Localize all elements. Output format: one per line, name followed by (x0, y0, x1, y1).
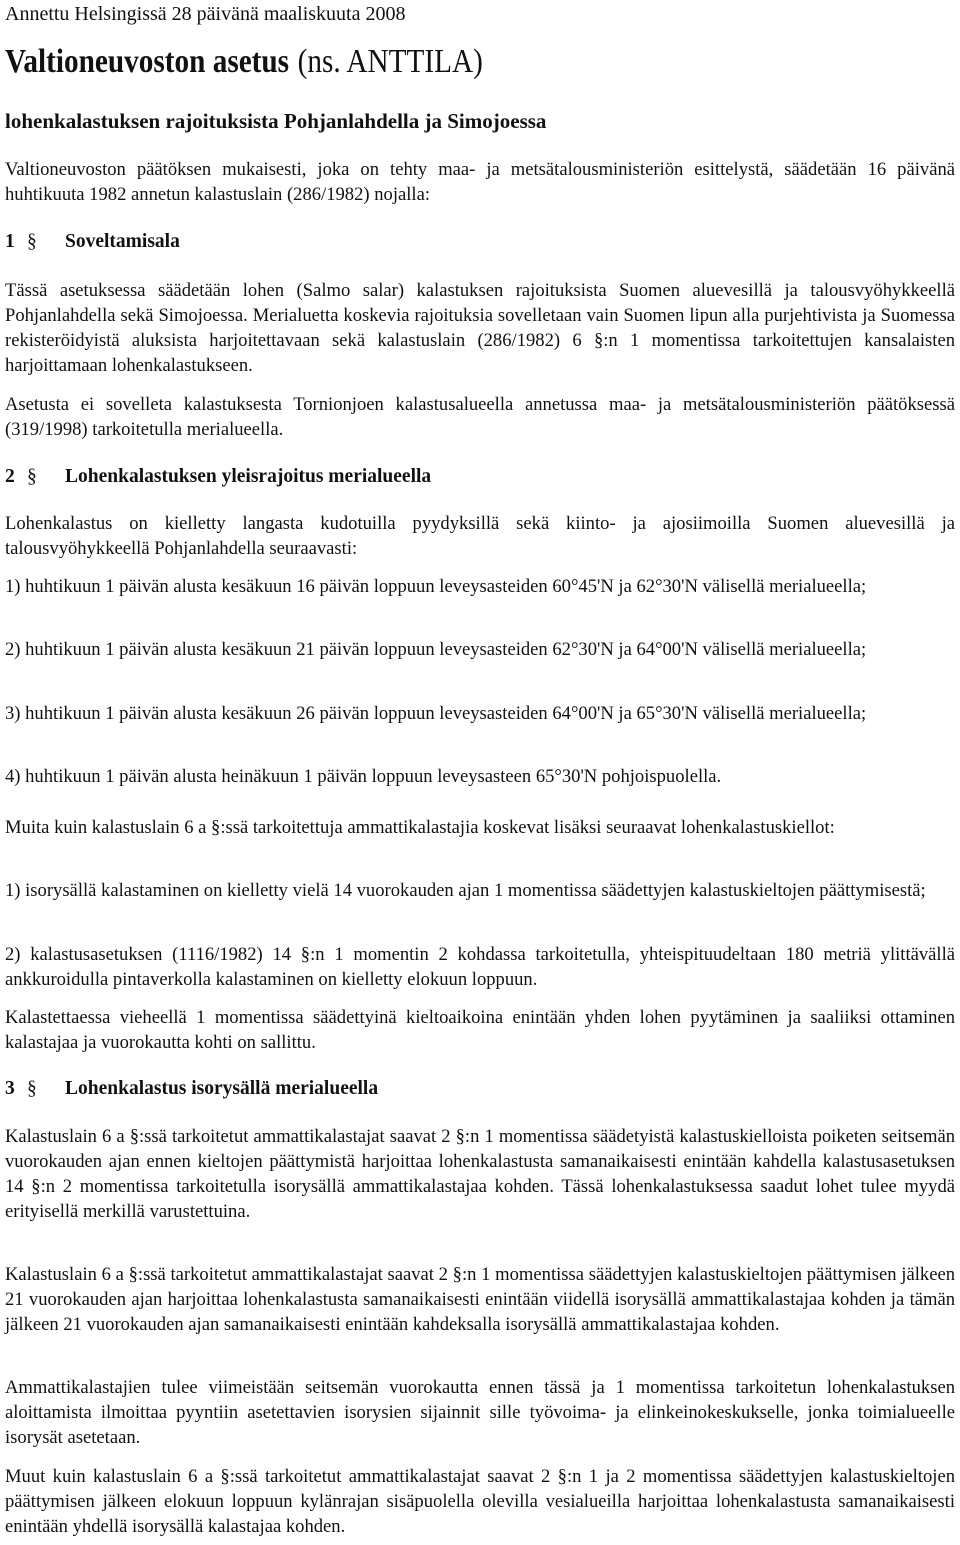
paragraph: Lohenkalastus on kielletty langasta kudotuilla pyydyksillä sekä kiinto- ja ajosiimoilla Suomen aluevesillä ja talousvyöhykkeellä Pohjanlahdella seuraavasti: (5, 513, 955, 559)
date-line: Annettu Helsingissä 28 päivänä maaliskuuta 2008 (5, 3, 406, 25)
section-symbol: § (27, 466, 37, 487)
list-item: 2) huhtikuun 1 päivän alusta kesäkuun 21 päivän loppuun leveysasteiden 62°30'N ja 64°00'N välisellä merialueella; (5, 639, 867, 660)
list-item: 1) huhtikuun 1 päivän alusta kesäkuun 16 päivän loppuun leveysasteiden 60°45'N ja 62°30'N välisellä merialueella; (5, 576, 867, 597)
list-item: 3) huhtikuun 1 päivän alusta kesäkuun 26 päivän loppuun leveysasteiden 64°00'N ja 65°30'N välisellä merialueella; (5, 703, 867, 724)
section-number: 2 (5, 466, 15, 487)
list-item: 2) kalastusasetuksen (1116/1982) 14 §:n 1 momentin 2 kohdassa tarkoitetulla, yhteispituudeltaan 180 metriä ylittävällä ankkuroidulla pintaverkolla kalastaminen on kielletty elokuun loppuun. (5, 944, 955, 990)
paragraph: Ammattikalastajien tulee viimeistään seitsemän vuorokautta ennen tässä ja 1 momentissa tarkoitetun lohenkalastuksen aloittamista ilmoittaa pyyntiin asetettavien isorysien sijainnit sille työvoima- ja elinkeinokeskukselle, jonka toimialueelle isorysät asetetaan. (5, 1377, 955, 1448)
paragraph: Muita kuin kalastuslain 6 a §:ssä tarkoitettuja ammattikalastajia koskevat lisäksi seuraavat lohenkalastuskiellot: (5, 817, 835, 838)
section-number: 3 (5, 1078, 15, 1099)
paragraph: Kalastuslain 6 a §:ssä tarkoitetut ammattikalastajat saavat 2 §:n 1 momentissa säädettyjen kalastuskieltojen päättymisen jälkeen 21 vuorokauden ajan harjoittaa lohenkalastusta samanaikaisesti enintään viidellä isorysällä ammattikalastajaa kohden ja tämän jälkeen 21 vuorokauden ajan samanaikaisesti enintään kahdeksalla isorysällä ammattikalastajaa kohden. (5, 1264, 955, 1335)
list-item: 4) huhtikuun 1 päivän alusta heinäkuun 1 päivän loppuun leveysasteen 65°30'N pohjoispuolella. (5, 766, 722, 787)
title-note: (ns. ANTTILA) (297, 43, 483, 80)
paragraph: Muut kuin kalastuslain 6 a §:ssä tarkoitetut ammattikalastajat saavat 2 §:n 1 ja 2 momentissa säädettyjen kalastuskieltojen päättymisen jälkeen elokuun loppuun kylänrajan sisäpuolella olevilla vesialueilla harjoittaa lohenkalastusta samanaikaisesti enintään yhdellä isorysällä kalastajaa kohden. (5, 1466, 955, 1537)
document-subtitle: lohenkalastuksen rajoituksista Pohjanlahdella ja Simojoessa (5, 109, 547, 133)
document-title (5, 42, 822, 82)
section-title: Soveltamisala (65, 231, 180, 252)
section-symbol: § (27, 1078, 37, 1099)
preamble: Valtioneuvoston päätöksen mukaisesti, joka on tehty maa- ja metsätalousministeriön esittelystä, säädetään 16 päivänä huhtikuuta 1982 annetun kalastuslain (286/1982) nojalla: (5, 159, 955, 205)
section-title: Lohenkalastus isorysällä merialueella (65, 1078, 379, 1099)
paragraph: Asetusta ei sovelleta kalastuksesta Tornionjoen kalastusalueella annetussa maa- ja metsätalousministeriön päätöksessä (319/1998) tarkoitetulla merialueella. (5, 394, 955, 440)
paragraph: Kalastettaessa vieheellä 1 momentissa säädettyinä kieltoaikoina enintään yhden lohen pyytäminen ja saaliiksi ottaminen kalastajaa ja vuorokautta kohti on sallittu. (5, 1007, 955, 1053)
section-title: Lohenkalastuksen yleisrajoitus merialueella (65, 466, 432, 487)
paragraph: Kalastuslain 6 a §:ssä tarkoitetut ammattikalastajat saavat 2 §:n 1 momentissa säädetyistä kalastuskielloista poiketen seitsemän vuorokauden ajan ennen kieltojen päättymistä harjoittaa lohenkalastusta samanaikaisesti enintään kahdella kalastusasetuksen 14 §:n 2 momentissa tarkoitetulla isorysällä ammattikalastajaa kohden. Tässä lohenkalastuksessa saadut lohet tulee myydä erityisellä merkillä varustettuina. (5, 1126, 955, 1222)
section-symbol: § (27, 231, 37, 252)
section-number: 1 (5, 231, 15, 252)
section-3-heading (5, 1076, 955, 1101)
list-item: 1) isorysällä kalastaminen on kielletty vielä 14 vuorokauden ajan 1 momentissa säädettyjen kalastuskieltojen päättymisestä; (5, 880, 926, 901)
paragraph: Tässä asetuksessa säädetään lohen (Salmo salar) kalastuksen rajoituksista Suomen aluevesillä ja talousvyöhykkeellä Pohjanlahdella sekä Simojoessa. Merialuetta koskevia rajoituksia sovelletaan vain Suomen lipun alla purjehtivista ja Suomessa rekisteröidyistä aluksista harjoitettavaan sekä kalastuslain (286/1982) 6 §:n 1 momentissa tarkoitettujen kansalaisten harjoittamaan lohenkalastukseen. (5, 280, 955, 376)
section-2-heading (5, 464, 955, 489)
section-1-heading (5, 229, 955, 254)
title-main: Valtioneuvoston asetus (5, 43, 290, 80)
